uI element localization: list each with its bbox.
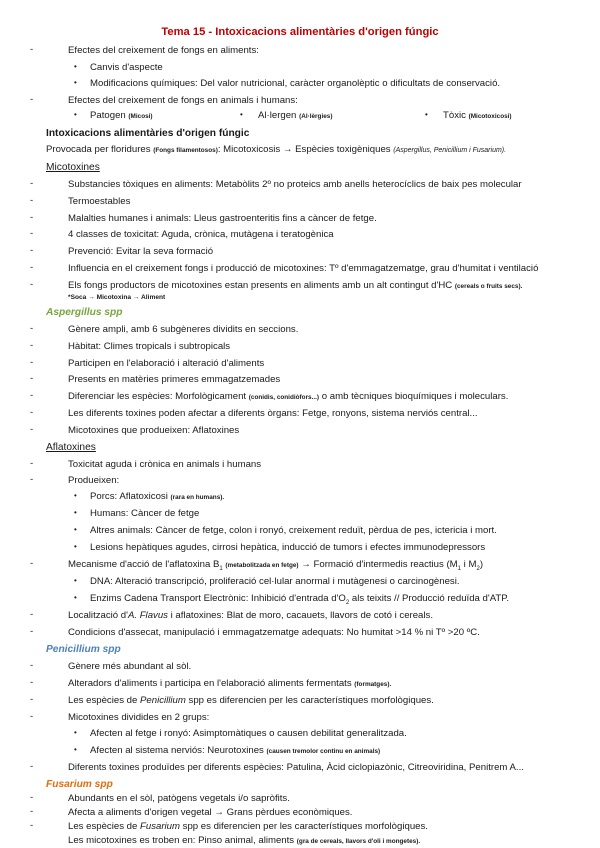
dash-marker: - bbox=[30, 424, 34, 435]
list-item bbox=[68, 834, 420, 848]
list-item: Toxicitat aguda i crònica en animals i humans bbox=[68, 459, 262, 470]
list-item: Gènere ampli, amb 6 subgèneres dividits en seccions. bbox=[68, 324, 299, 335]
bullet-marker: • bbox=[240, 110, 243, 119]
item-text: Mecanisme d'acció de l'aflatoxina B bbox=[68, 559, 220, 570]
dash-marker: - bbox=[30, 212, 34, 223]
subscript: 2 bbox=[476, 565, 480, 572]
list-item: Participen en l'elaboració i alteració d'aliments bbox=[68, 358, 265, 369]
item-text: Enzims Cadena Transport Electrònic: Inhibició d'entrada d'O bbox=[90, 593, 346, 604]
list-item bbox=[258, 109, 332, 123]
dash-marker: - bbox=[30, 262, 34, 273]
dash-marker: - bbox=[30, 660, 34, 671]
list-item: Malalties humanes i animals: Lleus gastroenteritis fins a càncer de fetge. bbox=[68, 213, 377, 224]
item-text: spp es diferencien per les característiques morfològiques. bbox=[185, 695, 434, 706]
note-text: (conidis, conidiòfors...) bbox=[248, 394, 320, 401]
list-item: Influencia en el creixement fongs i producció de micotoxines: Tº d'emmagatzematge, grau d'humitat i ventilació bbox=[68, 263, 539, 274]
page-title: Tema 15 - Intoxicacions alimentàries d'origen fúngic bbox=[161, 26, 439, 38]
list-item: Lesions hepàtiques agudes, cirrosi hepàtica, inducció de tumors i efectes immunodepressors bbox=[90, 542, 486, 553]
dash-marker: - bbox=[30, 44, 34, 55]
paragraph-text: Provocada per floridures bbox=[46, 144, 151, 155]
dash-marker: - bbox=[30, 323, 34, 334]
dash-marker: - bbox=[30, 626, 34, 637]
note-text: (rara en humans). bbox=[170, 494, 225, 501]
bullet-marker: • bbox=[74, 110, 77, 119]
item-text: Patogen bbox=[90, 110, 126, 121]
dash-marker: - bbox=[30, 195, 34, 206]
list-item: Micotoxines dividides en 2 grups: bbox=[68, 712, 210, 723]
list-item: Gènere més abundant al sòl. bbox=[68, 661, 192, 672]
note-line: *Soca → Micotoxina → Aliment bbox=[68, 294, 166, 301]
item-text: Les espècies de bbox=[68, 821, 140, 832]
section-heading: Intoxicacions alimentàries d'origen fúngic bbox=[46, 128, 250, 139]
item-text: Els fongs productors de micotoxines estan presents en aliments amb un alt contingut d'HC bbox=[68, 280, 453, 291]
dash-marker: - bbox=[30, 558, 34, 569]
list-item: Micotoxines que produeixen: Aflatoxines bbox=[68, 425, 240, 436]
note-text: (Al·lèrgies) bbox=[299, 113, 333, 120]
dash-marker: - bbox=[30, 694, 34, 705]
item-text: → Formació d'intermedis reactius (M bbox=[301, 559, 458, 570]
section-heading: Aspergillus spp bbox=[46, 307, 123, 318]
dash-marker: - bbox=[30, 279, 34, 290]
bullet-marker: • bbox=[74, 508, 77, 517]
item-text: Porcs: Aflatoxicosi bbox=[90, 491, 168, 502]
list-item: Humans: Càncer de fetge bbox=[90, 508, 200, 519]
note-text: (formatges). bbox=[354, 681, 392, 688]
bullet-marker: • bbox=[74, 745, 77, 754]
item-text: i M bbox=[461, 559, 477, 570]
dash-marker: - bbox=[30, 94, 34, 105]
dash-marker: - bbox=[30, 373, 34, 384]
dash-marker: - bbox=[30, 711, 34, 722]
bullet-marker: • bbox=[74, 542, 77, 551]
item-text: A. Flavus bbox=[127, 610, 168, 621]
paragraph-text: : Micotoxicosis → Espècies toxigèniques bbox=[217, 144, 391, 155]
list-item: 4 classes de toxicitat: Aguda, crònica, mutàgena i teratogènica bbox=[68, 229, 334, 240]
dash-marker: - bbox=[30, 761, 34, 772]
section-heading: Micotoxines bbox=[46, 162, 100, 173]
list-item bbox=[68, 694, 434, 707]
dash-marker: - bbox=[30, 458, 34, 469]
dash-marker: - bbox=[30, 677, 34, 688]
note-text: (Micosi) bbox=[128, 113, 153, 120]
dash-marker: - bbox=[30, 792, 34, 803]
list-item: Substancies tòxiques en aliments: Metabòlits 2º no proteics amb anells heterocíclics de baix pes molecular bbox=[68, 179, 522, 190]
section-heading: Aflatoxines bbox=[46, 442, 96, 453]
note-text: (gra de cereals, llavors d'oli i mongetes). bbox=[296, 838, 421, 845]
list-item: Presents en matèries primeres emmagatzemades bbox=[68, 374, 281, 385]
item-text: Al·lergen bbox=[258, 110, 297, 121]
list-item: Prevenció: Evitar la seva formació bbox=[68, 246, 214, 257]
bullet-marker: • bbox=[74, 525, 77, 534]
subscript: 1 bbox=[457, 565, 462, 572]
subscript: 2 bbox=[345, 599, 350, 606]
list-item: Hàbitat: Climes tropicals i subtropicals bbox=[68, 341, 231, 352]
note-text: (Aspergillus, Penicillium i Fusarium). bbox=[393, 147, 507, 154]
item-text: ) bbox=[479, 559, 484, 570]
dash-marker: - bbox=[30, 820, 34, 831]
list-item: Modificacions químiques: Del valor nutricional, caràcter organolèptic o dificultats de conservació. bbox=[90, 78, 501, 89]
dash-marker: - bbox=[30, 178, 34, 189]
note-text: (causen tremolor continu en animals) bbox=[266, 748, 381, 755]
dash-marker: - bbox=[30, 474, 34, 485]
item-text: Penicillium bbox=[140, 695, 186, 706]
list-item bbox=[68, 558, 483, 576]
note-text: (cereals o fruits secs). bbox=[454, 283, 523, 290]
list-item: Canvis d'aspecte bbox=[90, 62, 163, 73]
item-text: Alteradors d'aliments i participa en l'elaboració aliments fermentats bbox=[68, 678, 352, 689]
item-text: Les espècies de bbox=[68, 695, 140, 706]
item-text: Fusarium bbox=[140, 821, 180, 832]
list-item bbox=[90, 592, 509, 610]
item-text: spp es diferencien per les característiques morfològiques. bbox=[179, 821, 428, 832]
dash-marker: - bbox=[30, 407, 34, 418]
list-item: Termoestables bbox=[68, 196, 131, 207]
bullet-marker: • bbox=[425, 110, 428, 119]
item-text: Localització d' bbox=[68, 610, 128, 621]
list-item: Efectes del creixement de fongs en animals i humans: bbox=[68, 95, 298, 106]
list-item: Afecta a aliments d'origen vegetal → Grans pèrdues econòmiques. bbox=[68, 807, 353, 818]
list-item bbox=[90, 490, 224, 504]
dash-marker: - bbox=[30, 245, 34, 256]
section-heading: Penicillium spp bbox=[46, 644, 121, 655]
list-item bbox=[90, 744, 380, 758]
list-item: Diferents toxines produïdes per diferents espècies: Patulina, Àcid ciclopiazònic, Citreoviridina, Penitrem A... bbox=[68, 762, 524, 773]
list-item bbox=[68, 677, 391, 691]
bullet-marker: • bbox=[74, 78, 77, 87]
dash-marker: - bbox=[30, 340, 34, 351]
list-item: Produeixen: bbox=[68, 475, 120, 486]
list-item bbox=[68, 820, 428, 833]
item-text: Diferenciar les espècies: Morfològicament bbox=[68, 391, 247, 402]
item-text: o amb tècniques bioquímiques i moleculars. bbox=[321, 391, 509, 402]
bullet-marker: • bbox=[74, 728, 77, 737]
list-item: Abundants en el sòl, patògens vegetals i/o sapròfits. bbox=[68, 793, 290, 804]
dash-marker: - bbox=[30, 609, 34, 620]
subscript: 1 bbox=[219, 565, 223, 572]
dash-marker: - bbox=[30, 228, 34, 239]
list-item: Les diferents toxines poden afectar a diferents òrgans: Fetge, ronyons, sistema nerviós central... bbox=[68, 408, 478, 419]
paragraph bbox=[46, 143, 506, 157]
list-item: Efectes del creixement de fongs en aliments: bbox=[68, 45, 259, 56]
list-item: Afecten al fetge i ronyó: Asimptomàtiques o causen debilitat generalitzada. bbox=[90, 728, 407, 739]
bullet-marker: • bbox=[74, 491, 77, 500]
item-text: Tòxic bbox=[443, 110, 466, 121]
list-item: Condicions d'assecat, manipulació i emmagatzematge adequats: No humitat >14 % ni Tº >20 ºC. bbox=[68, 627, 480, 638]
bullet-marker: • bbox=[74, 576, 77, 585]
list-item: DNA: Alteració transcripció, proliferació cel·lular anormal i mutàgenesi o carcinogènesi. bbox=[90, 576, 460, 587]
note-text: (Micotoxicosi) bbox=[468, 113, 512, 120]
list-item bbox=[90, 109, 153, 123]
list-item bbox=[68, 609, 433, 622]
dash-marker: - bbox=[30, 806, 34, 817]
list-item bbox=[68, 390, 508, 404]
item-text: i aflatoxines: Blat de moro, cacauets, llavors de cotó i cereals. bbox=[167, 610, 433, 621]
item-text: Afecten al sistema nerviós: Neurotoxines bbox=[90, 745, 264, 756]
section-heading: Fusarium spp bbox=[46, 779, 113, 790]
list-item: Altres animals: Càncer de fetge, colon i ronyó, creixement reduït, pèrdua de pes, ictericia i mort. bbox=[90, 525, 497, 536]
note-text: (metabolitzada en fetge) bbox=[225, 562, 299, 569]
item-text: Les micotoxines es troben en: Pinso animal, aliments bbox=[68, 835, 295, 846]
bullet-marker: • bbox=[74, 593, 77, 602]
bullet-marker: • bbox=[74, 62, 77, 71]
item-text: als teixits // Producció reduïda d'ATP. bbox=[349, 593, 510, 604]
note-text: (Fongs filamentosos) bbox=[153, 147, 218, 154]
dash-marker: - bbox=[30, 357, 34, 368]
list-item bbox=[443, 109, 512, 123]
dash-marker: - bbox=[30, 390, 34, 401]
